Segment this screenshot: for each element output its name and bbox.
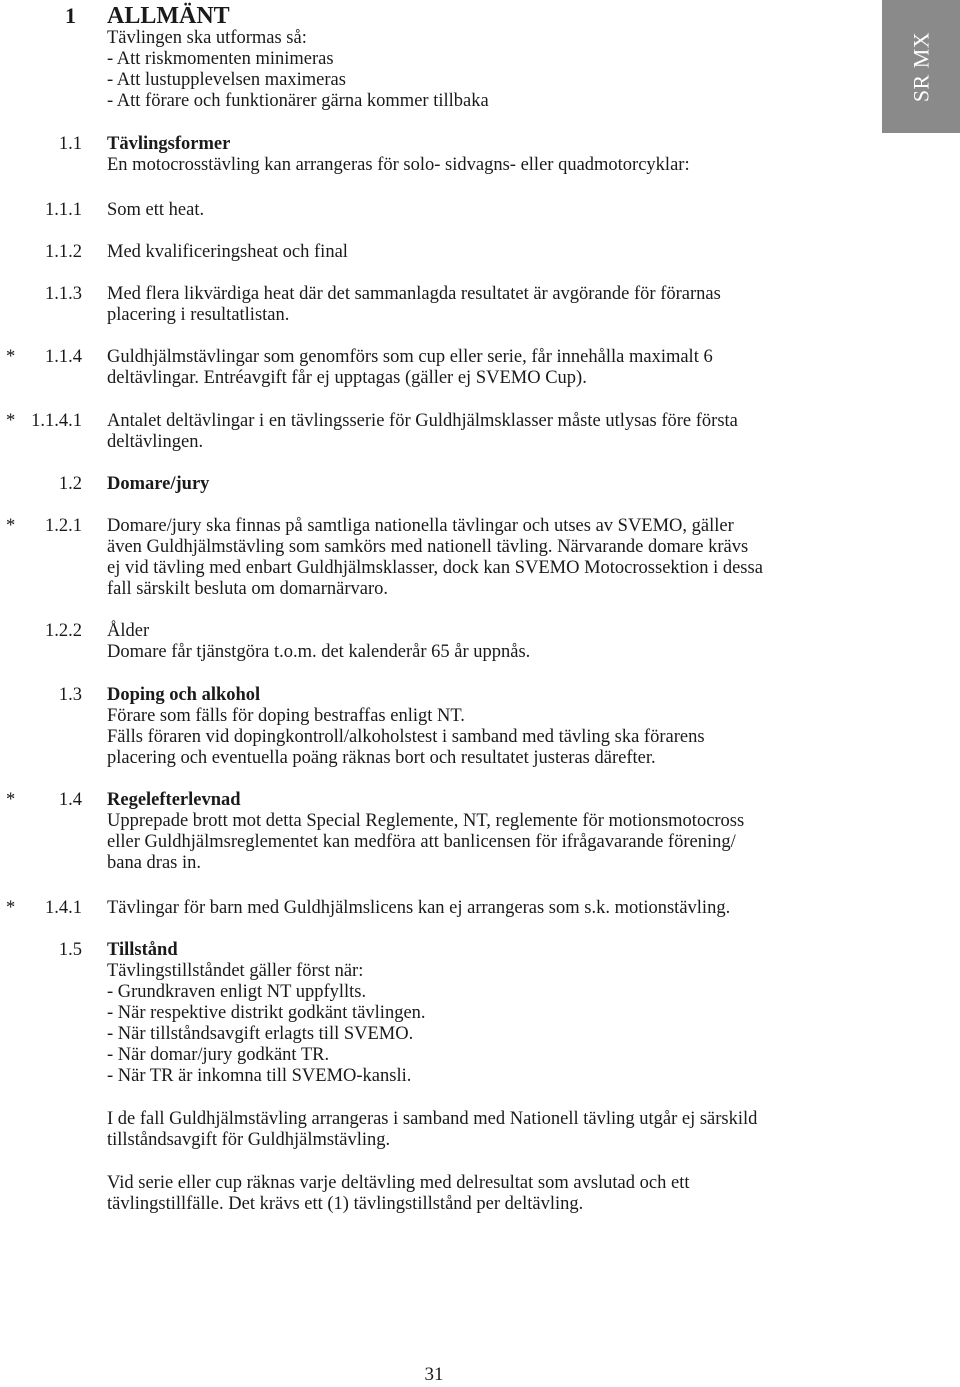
section-heading: Tillstånd	[107, 940, 178, 960]
text-line: - Att förare och funktionärer gärna kommer tillbaka	[107, 91, 489, 111]
text-line: Fälls föraren vid dopingkontroll/alkoholstest i samband med tävling ska förarens	[107, 727, 705, 747]
text-line: I de fall Guldhjälmstävling arrangeras i samband med Nationell tävling utgår ej särskild	[107, 1109, 758, 1129]
section-number: 1.2.1	[45, 516, 82, 536]
section	[0, 516, 860, 600]
section-number: 1.4	[58, 790, 82, 810]
section-body	[107, 685, 860, 769]
revision-marker: *	[6, 411, 16, 431]
section	[0, 4, 860, 112]
section-number: 1.1.3	[45, 284, 82, 304]
section	[0, 790, 860, 874]
text-line: placering och eventuella poäng räknas bort och resultatet justeras därefter.	[107, 748, 656, 768]
section	[0, 284, 860, 326]
text-line: Upprepade brott mot detta Special Reglemente, NT, reglemente för motionsmotocross	[107, 811, 745, 831]
section-number: 1.1.4.1	[31, 411, 82, 431]
section	[0, 200, 860, 221]
page-number: 31	[424, 1364, 444, 1385]
revision-marker: *	[6, 898, 16, 918]
text-line: - Att lustupplevelsen maximeras	[107, 70, 346, 90]
section-body	[107, 621, 860, 663]
section-heading: Tävlingsformer	[107, 134, 231, 154]
section-body	[107, 474, 860, 495]
text-line: även Guldhjälmstävling som samkörs med nationell tävling. Närvarande domare krävs	[107, 537, 749, 557]
text-line: Tävlingstillståndet gäller först när:	[107, 961, 364, 981]
text-line: - När tillståndsavgift erlagts till SVEMO.	[107, 1024, 414, 1044]
section-heading: ALLMÄNT	[107, 3, 230, 29]
section-body	[107, 242, 860, 263]
text-line	[107, 1087, 860, 1109]
text-line: placering i resultatlistan.	[107, 305, 290, 325]
text-line: Med kvalificeringsheat och final	[107, 242, 348, 262]
text-line: deltävlingar. Entréavgift får ej upptagas (gäller ej SVEMO Cup).	[107, 368, 587, 388]
text-line: Ålder	[107, 621, 150, 641]
section-body	[107, 940, 860, 1215]
text-line: Guldhjälmstävlingar som genomförs som cup eller serie, får innehålla maximalt 6	[107, 347, 713, 367]
section-number: 1.1	[58, 134, 82, 154]
section-number: 1.1.1	[45, 200, 82, 220]
text-line: Tävlingar för barn med Guldhjälmslicens kan ej arrangeras som s.k. motionstävling.	[107, 898, 731, 918]
text-line: Tävlingen ska utformas så:	[107, 28, 307, 48]
section-number: 1.4.1	[45, 898, 82, 918]
section	[0, 134, 860, 176]
text-line: Antalet deltävlingar i en tävlingsserie för Guldhjälmsklasser måste utlysas före första	[107, 411, 738, 431]
text-line: Vid serie eller cup räknas varje deltävling med delresultat som avslutad och ett	[107, 1173, 690, 1193]
section-body	[107, 898, 860, 919]
section	[0, 940, 860, 1215]
text-line: En motocrosstävling kan arrangeras för solo- sidvagns- eller quadmotorcyklar:	[107, 155, 690, 175]
text-line: - När TR är inkomna till SVEMO-kansli.	[107, 1066, 412, 1086]
text-line: Som ett heat.	[107, 200, 205, 220]
text-line: tävlingstillfälle. Det krävs ett (1) tävlingstillstånd per deltävling.	[107, 1194, 584, 1214]
section-body	[107, 4, 860, 112]
text-line: bana dras in.	[107, 853, 202, 873]
side-tab-label: SR MX	[908, 31, 934, 102]
section-body	[107, 347, 860, 389]
text-line: Domare/jury ska finnas på samtliga nationella tävlingar och utses av SVEMO, gäller	[107, 516, 734, 536]
section-number: 1.1.4	[45, 347, 82, 367]
section	[0, 474, 860, 495]
section-heading: Domare/jury	[107, 474, 210, 494]
side-tab	[882, 0, 960, 133]
text-line: eller Guldhjälmsreglementet kan medföra att banlicensen för ifrågavarande förening/	[107, 832, 736, 852]
section-number: 1	[65, 3, 76, 28]
revision-marker: *	[6, 516, 16, 536]
section-number: 1.2.2	[45, 621, 82, 641]
text-line: tillståndsavgift för Guldhjälmstävling.	[107, 1130, 391, 1150]
text-line: deltävlingen.	[107, 432, 204, 452]
section-heading: Doping och alkohol	[107, 685, 261, 705]
text-line: fall särskilt besluta om domarnärvaro.	[107, 579, 389, 599]
text-line: Domare får tjänstgöra t.o.m. det kalenderår 65 år uppnås.	[107, 642, 531, 662]
section-number: 1.2	[58, 474, 82, 494]
revision-marker: *	[6, 347, 16, 367]
text-line: - När respektive distrikt godkänt tävlingen.	[107, 1003, 426, 1023]
text-line: Med flera likvärdiga heat där det sammanlagda resultatet är avgörande för förarnas	[107, 284, 721, 304]
text-line: - Att riskmomenten minimeras	[107, 49, 334, 69]
section-heading: Regelefterlevnad	[107, 790, 241, 810]
section-number: 1.1.2	[45, 242, 82, 262]
text-line: - Grundkraven enligt NT uppfyllts.	[107, 982, 367, 1002]
revision-marker: *	[6, 790, 16, 810]
section	[0, 411, 860, 453]
text-line: - När domar/jury godkänt TR.	[107, 1045, 330, 1065]
section-body	[107, 200, 860, 221]
section-body	[107, 790, 860, 874]
section	[0, 685, 860, 769]
text-line	[107, 1151, 860, 1173]
section-body	[107, 516, 860, 600]
section	[0, 621, 860, 663]
text-line: Förare som fälls för doping bestraffas enligt NT.	[107, 706, 465, 726]
section	[0, 347, 860, 389]
section-number: 1.5	[58, 940, 82, 960]
section	[0, 242, 860, 263]
section-body	[107, 411, 860, 453]
section-number: 1.3	[58, 685, 82, 705]
section-body	[107, 134, 860, 176]
section-body	[107, 284, 860, 326]
text-line: ej vid tävling med enbart Guldhjälmsklasser, dock kan SVEMO Motocrossektion i dessa	[107, 558, 763, 578]
section	[0, 898, 860, 919]
